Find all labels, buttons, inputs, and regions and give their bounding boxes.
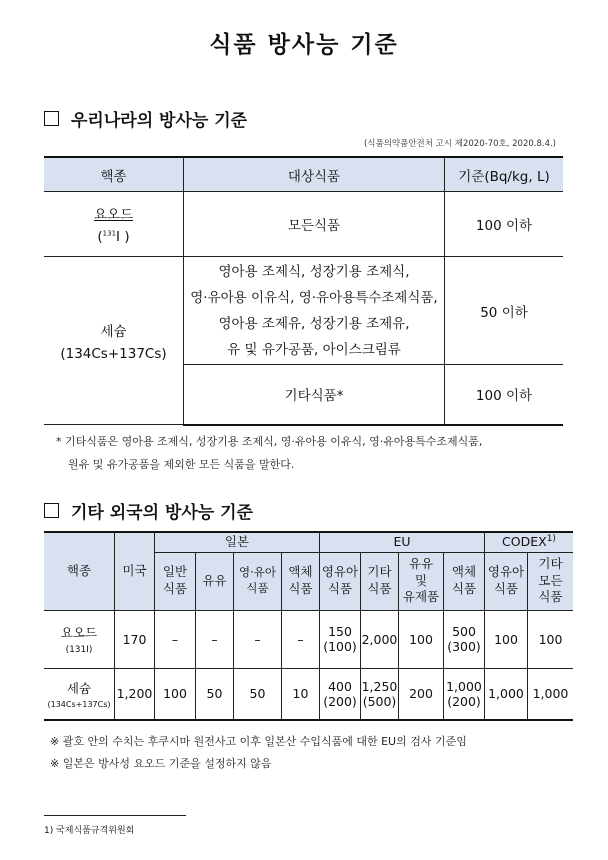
header-eu: EU bbox=[320, 532, 485, 552]
value-cell: 100 bbox=[528, 610, 574, 668]
value-cell bbox=[361, 668, 399, 720]
value: 1,000 bbox=[446, 678, 482, 694]
col-japan-general: 일반 식품 bbox=[155, 552, 196, 610]
value-cell bbox=[444, 610, 485, 668]
footnote: 1) 국제식품규격위원회 bbox=[44, 826, 135, 836]
nuclide-cesium bbox=[44, 668, 115, 720]
food-line: 영아용 조제유, 성장기용 조제유, bbox=[218, 315, 410, 332]
note-line: ※ 괄호 안의 수치는 후쿠시마 원전사고 이후 일본산 수입식품에 대한 EU의 검사 기준임 bbox=[50, 735, 467, 748]
header-codex bbox=[485, 532, 574, 552]
codex-footnote-ref: 1) bbox=[546, 534, 556, 545]
note-line: * 기타식품은 영아용 조제식, 성장기용 조제식, 영·유아용 이유식, 영·유아용특수조제식품, bbox=[56, 435, 483, 448]
value-paren: (100) bbox=[323, 639, 357, 654]
nuclide-name: 요오드 bbox=[93, 207, 134, 223]
note-line: ※ 일본은 방사성 요오드 기준을 설정하지 않음 bbox=[50, 757, 272, 770]
col-japan-liquid: 액체 식품 bbox=[282, 552, 320, 610]
value-paren: (200) bbox=[323, 693, 357, 709]
header-japan: 일본 bbox=[155, 532, 320, 552]
nuclide-isotope: (134Cs+137Cs) bbox=[47, 699, 111, 709]
value-cell: 1,000 bbox=[528, 668, 574, 720]
value-cell: – bbox=[196, 610, 234, 668]
header-limit: 기준(Bq/kg, L) bbox=[445, 157, 564, 192]
value: 1,250 bbox=[361, 678, 398, 694]
nuclide-iodine bbox=[44, 192, 184, 257]
source-citation: (식품의약품안전처 고시 제2020-70호, 2020.8.4.) bbox=[363, 139, 556, 149]
col-eu-dairy: 유유 및 유제품 bbox=[399, 552, 444, 610]
value-cell: 1,200 bbox=[115, 668, 155, 720]
checkbox-icon bbox=[44, 503, 59, 518]
header-usa: 미국 bbox=[115, 532, 155, 610]
section1-heading bbox=[44, 106, 247, 131]
element-symbol: I ) bbox=[116, 229, 130, 245]
nuclide-isotope: (134Cs+137Cs) bbox=[60, 345, 167, 362]
value-cell: – bbox=[282, 610, 320, 668]
value-cell: 50 bbox=[196, 668, 234, 720]
value-cell bbox=[320, 610, 361, 668]
note-line: 원유 및 유가공품을 제외한 모든 식품을 말한다. bbox=[68, 458, 295, 471]
food-cell: 기타식품* bbox=[184, 365, 445, 425]
nuclide-name: 세슘 bbox=[66, 680, 92, 696]
value-cell: – bbox=[155, 610, 196, 668]
korea-standards-table bbox=[44, 156, 563, 426]
header-target-food: 대상식품 bbox=[184, 157, 445, 192]
col-japan-infant: 영·유아 식품 bbox=[234, 552, 282, 610]
value-cell: 100 bbox=[485, 610, 528, 668]
col-eu-liquid: 액체 식품 bbox=[444, 552, 485, 610]
col-eu-infant: 영유아 식품 bbox=[320, 552, 361, 610]
footnote-divider bbox=[44, 815, 186, 816]
value-cell: 170 bbox=[115, 610, 155, 668]
table-row bbox=[44, 192, 563, 257]
value-cell: 100 bbox=[155, 668, 196, 720]
limit-cell: 100 이하 bbox=[445, 365, 564, 425]
value-cell: – bbox=[234, 610, 282, 668]
food-line: 영·유아용 이유식, 영·유아용특수조제식품, bbox=[190, 289, 438, 306]
value-cell: 1,000 bbox=[485, 668, 528, 720]
value-paren: (300) bbox=[447, 639, 481, 654]
value: 150 bbox=[328, 624, 352, 639]
col-eu-other: 기타 식품 bbox=[361, 552, 399, 610]
value-paren: (500) bbox=[362, 693, 397, 709]
codex-label: CODEX bbox=[502, 534, 547, 550]
table-row bbox=[44, 668, 573, 720]
section2-heading bbox=[44, 498, 253, 523]
nuclide-name: 요오드 bbox=[60, 625, 98, 640]
nuclide-cesium bbox=[44, 257, 184, 425]
section1-heading-text: 우리나라의 방사능 기준 bbox=[71, 111, 248, 131]
food-cell: 모든식품 bbox=[184, 192, 445, 257]
value-paren: (200) bbox=[447, 693, 481, 709]
paren: ( bbox=[97, 229, 103, 245]
value-cell: 200 bbox=[399, 668, 444, 720]
value-cell bbox=[320, 668, 361, 720]
value-cell: 10 bbox=[282, 668, 320, 720]
food-line: 유 및 유가공품, 아이스크림류 bbox=[227, 341, 401, 358]
col-codex-infant: 영유아 식품 bbox=[485, 552, 528, 610]
header-nuclide: 핵종 bbox=[44, 157, 184, 192]
value: 500 bbox=[452, 624, 476, 639]
col-codex-other: 기타 모든 식품 bbox=[528, 552, 574, 610]
value-cell: 50 bbox=[234, 668, 282, 720]
value-cell bbox=[444, 668, 485, 720]
table-row bbox=[44, 610, 573, 668]
foreign-standards-table bbox=[44, 531, 573, 721]
page-title: 식품 방사능 기준 bbox=[209, 32, 399, 58]
mass-number: 131 bbox=[102, 229, 117, 238]
nuclide-iodine bbox=[44, 610, 115, 668]
limit-cell: 100 이하 bbox=[445, 192, 564, 257]
value-cell: 2,000 bbox=[361, 610, 399, 668]
table-row bbox=[44, 257, 563, 365]
value: 400 bbox=[328, 678, 352, 694]
value-cell: 100 bbox=[399, 610, 444, 668]
nuclide-isotope: (131I) bbox=[65, 645, 93, 655]
nuclide-name: 세슘 bbox=[100, 323, 127, 340]
header-nuclide: 핵종 bbox=[44, 532, 115, 610]
food-line: 영아용 조제식, 성장기용 조제식, bbox=[218, 263, 410, 280]
nuclide-isotope bbox=[44, 229, 183, 245]
limit-cell: 50 이하 bbox=[445, 257, 564, 365]
section2-heading-text: 기타 외국의 방사능 기준 bbox=[71, 503, 253, 523]
checkbox-icon bbox=[44, 111, 59, 126]
food-cell bbox=[184, 257, 445, 365]
col-japan-milk: 유유 bbox=[196, 552, 234, 610]
